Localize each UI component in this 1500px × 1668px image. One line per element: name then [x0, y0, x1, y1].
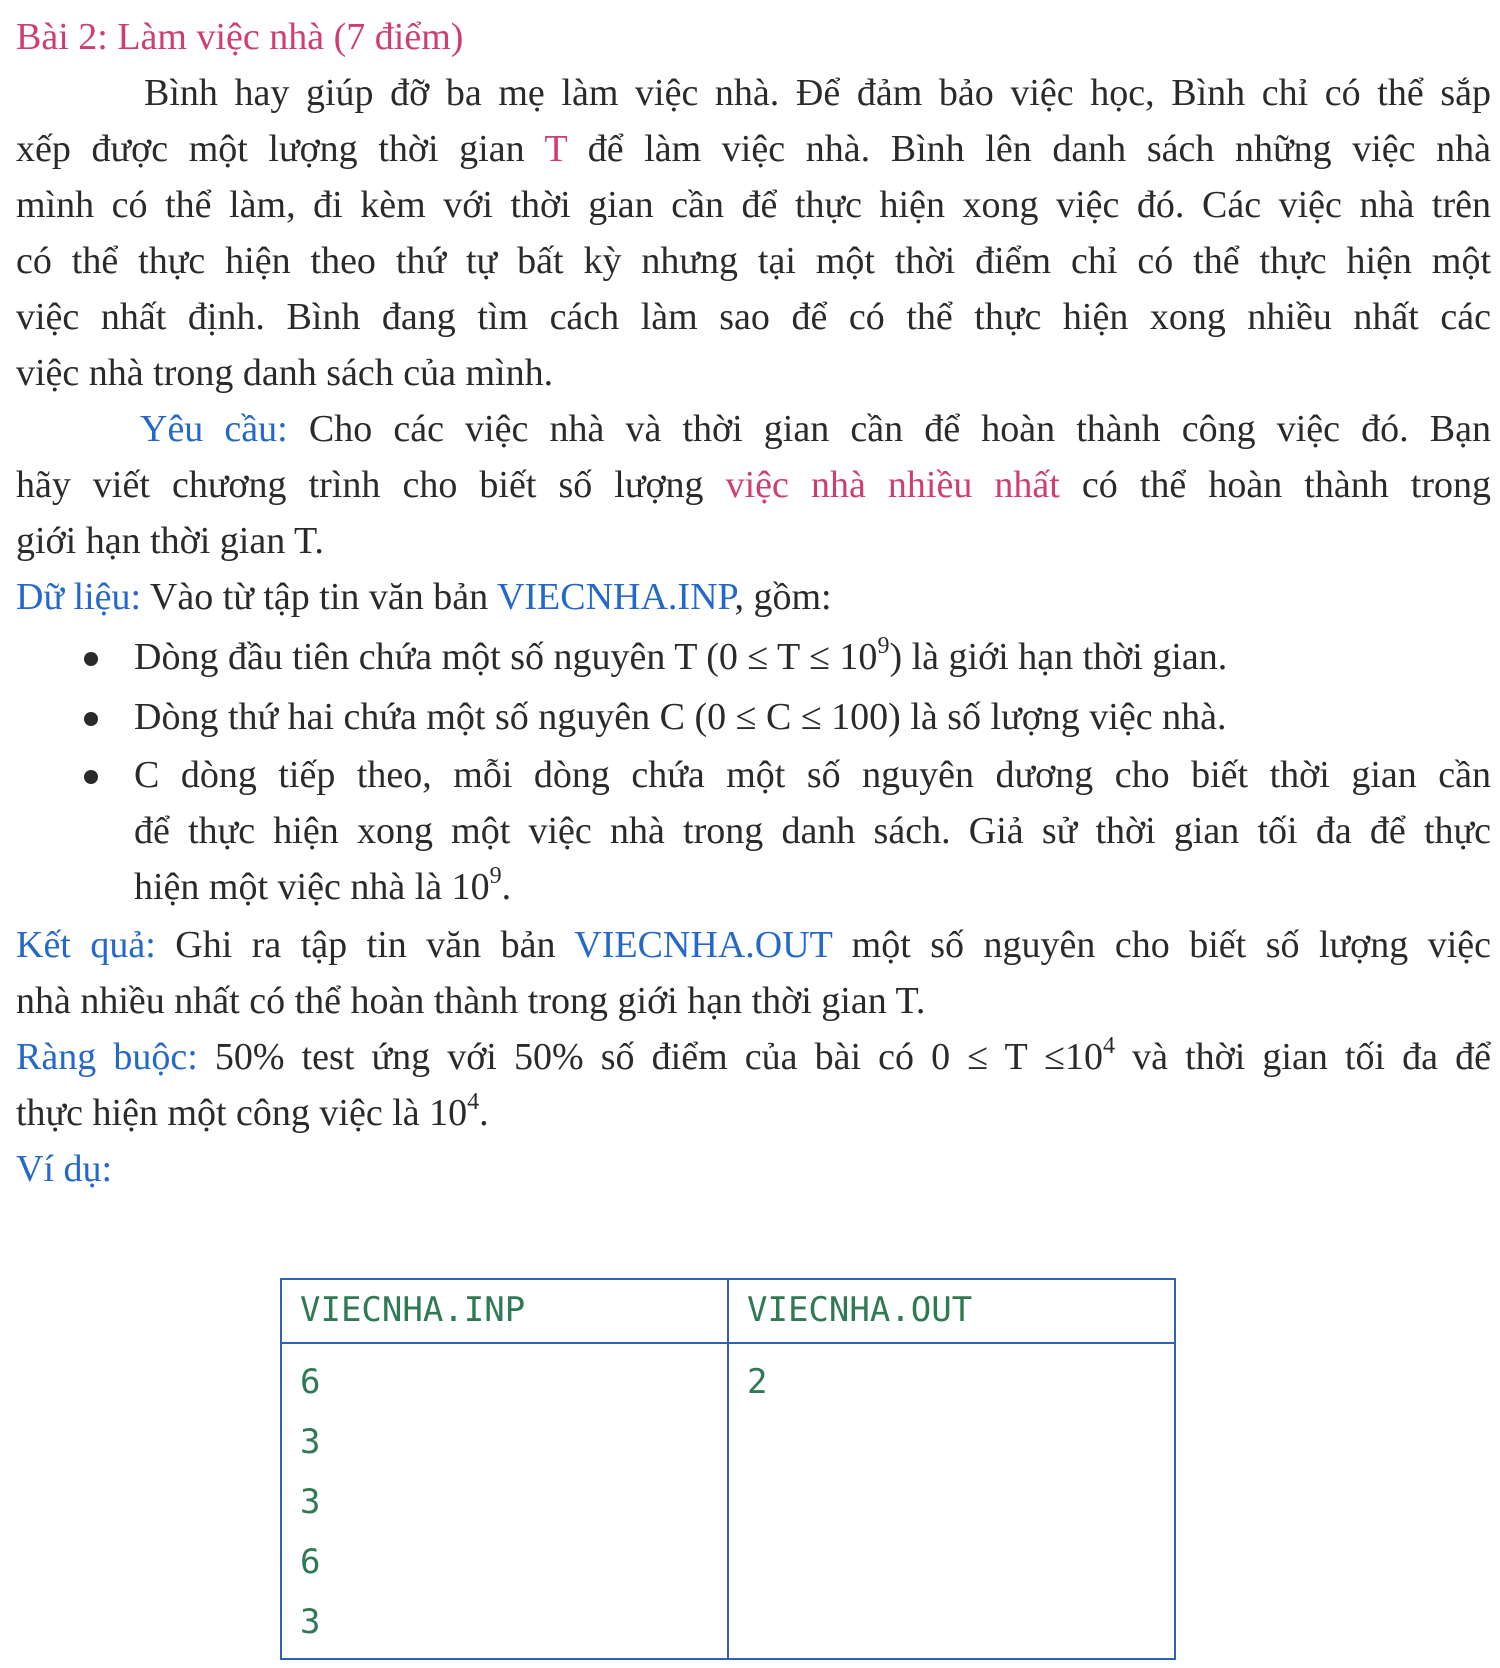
- time-limit-T: T: [544, 128, 568, 170]
- requirement-label: Yêu cầu:: [140, 408, 288, 450]
- input-label: Dữ liệu:: [16, 576, 142, 618]
- constraint-line-2: thực hiện một công việc là $10^4$.: [16, 1089, 489, 1134]
- intro-line-3: mình có thể làm, đi kèm với thời gian cần để thực hiện xong việc đó. Các việc nhà trên: [16, 184, 1491, 226]
- input-bullet-3-line-3: hiện một việc nhà là $10^9$.: [134, 863, 512, 908]
- highlight-max-chores: việc nhà nhiều nhất: [725, 464, 1060, 506]
- output-header-cell: VIECNHA.OUT: [728, 1279, 1175, 1343]
- example-table-row: [281, 1343, 1175, 1659]
- output-value: 2: [747, 1362, 768, 1402]
- intro-line-1: Bình hay giúp đỡ ba mẹ làm việc nhà. Để đảm bảo việc học, Bình chỉ có thể sắp: [144, 72, 1491, 114]
- problem-title: Bài 2: Làm việc nhà (7 điểm): [16, 16, 464, 58]
- constraint-line-1: Ràng buộc: 50% test ứng với 50% số điểm của bài có $0 \le T \le 10^4$ và thời gian tối đa để: [16, 1033, 1491, 1078]
- input-values-cell: [281, 1343, 728, 1659]
- example-label: Ví dụ:: [16, 1148, 113, 1190]
- output-line-2: nhà nhiều nhất có thể hoàn thành trong giới hạn thời gian T.: [16, 980, 926, 1022]
- input-filename: VIECNHA.INP: [496, 576, 735, 618]
- example-table-header: [281, 1279, 1175, 1343]
- requirement-line-2: hãy viết chương trình cho biết số lượng việc nhà nhiều nhất có thể hoàn thành trong: [16, 464, 1491, 506]
- intro-line-5: việc nhất định. Bình đang tìm cách làm sao để có thể thực hiện xong nhiều nhất các: [16, 296, 1491, 338]
- input-value: 6: [300, 1542, 321, 1582]
- output-line-1: Kết quả: Ghi ra tập tin văn bản VIECNHA.OUT một số nguyên cho biết số lượng việc: [16, 924, 1491, 966]
- input-bullet-3-line-1: C dòng tiếp theo, mỗi dòng chứa một số nguyên dương cho biết thời gian cần: [134, 754, 1491, 796]
- input-header-cell: VIECNHA.INP: [281, 1279, 728, 1343]
- input-bullet-2: Dòng thứ hai chứa một số nguyên C (0 ≤ C ≤ 100) là số lượng việc nhà.: [134, 696, 1227, 738]
- requirement-line-3: giới hạn thời gian T.: [16, 520, 324, 562]
- output-filename: VIECNHA.OUT: [574, 924, 833, 966]
- bullet-icon: [84, 652, 98, 666]
- input-value: 3: [300, 1602, 321, 1642]
- intro-line-2: xếp được một lượng thời gian T để làm việc nhà. Bình lên danh sách những việc nhà: [16, 128, 1491, 170]
- input-value: 6: [300, 1362, 321, 1402]
- bullet-icon: [84, 712, 98, 726]
- input-heading: Dữ liệu: Vào từ tập tin văn bản VIECNHA.INP, gồm:: [16, 576, 832, 618]
- input-value: 3: [300, 1422, 321, 1462]
- intro-line-6: việc nhà trong danh sách của mình.: [16, 352, 554, 394]
- input-bullet-3-line-2: để thực hiện xong một việc nhà trong danh sách. Giả sử thời gian tối đa để thực: [134, 810, 1491, 852]
- intro-line-4: có thể thực hiện theo thứ tự bất kỳ nhưng tại một thời điểm chỉ có thể thực hiện một: [16, 240, 1491, 282]
- input-bullet-1: Dòng đầu tiên chứa một số nguyên T $(0 \le T \le 10^9)$ là giới hạn thời gian.: [134, 633, 1228, 678]
- constraint-label: Ràng buộc:: [16, 1036, 198, 1078]
- output-label: Kết quả:: [16, 924, 156, 966]
- input-value: 3: [300, 1482, 321, 1522]
- output-values-cell: [728, 1343, 1175, 1659]
- example-table: [280, 1278, 1176, 1660]
- requirement-line-1: Yêu cầu: Cho các việc nhà và thời gian cần để hoàn thành công việc đó. Bạn: [140, 408, 1491, 450]
- bullet-icon: [84, 770, 98, 784]
